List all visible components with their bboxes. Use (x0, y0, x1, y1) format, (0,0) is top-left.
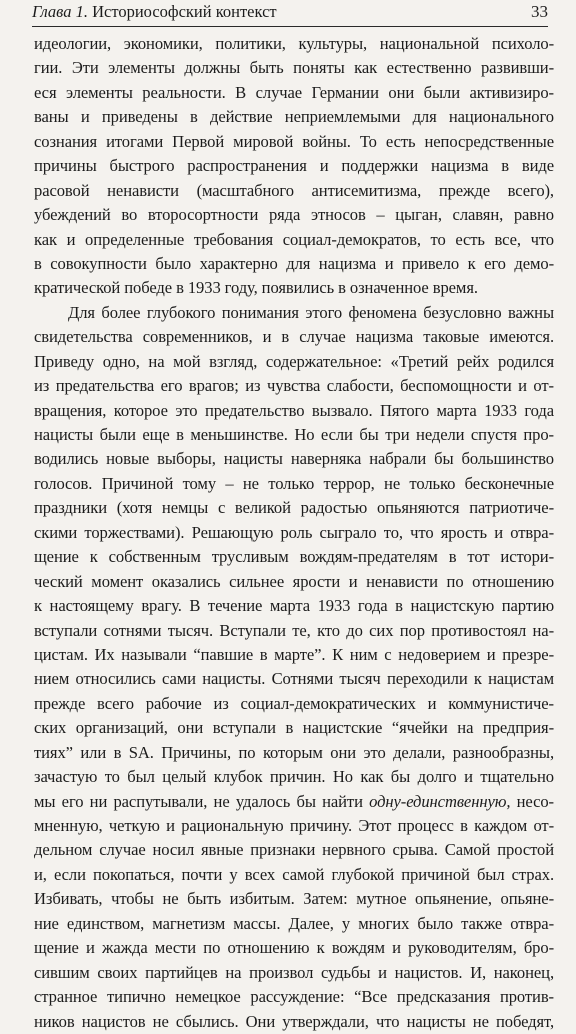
text-line: праздники (хотя немцы с великой радостью опьяняются патриотиче- (34, 498, 554, 518)
text-line: из предательства его врагов; из чувства слабости, беспомощности и от- (34, 376, 554, 396)
text-line: в совокупности было характерно для нацизма и привело к его демо- (34, 253, 554, 273)
text-run: мы его ни распутывали, не удалось бы найти (34, 791, 363, 811)
text-run: несо- (516, 791, 554, 811)
text-line: дельном случае носил явные признаки нервного срыва. Самой простой (34, 840, 554, 860)
text-line: ваны и приведены в действие неприемлемыми для национального (34, 107, 554, 127)
text-line: ние единством, магнетизм массы. Далее, у многих было также отвра- (34, 913, 554, 933)
running-head (32, 0, 548, 27)
chapter-title: Историософский контекст (92, 2, 277, 21)
text-line: еся элементы реальности. В случае Германии они были активизиро- (34, 82, 554, 102)
text-line: кратической победе в 1933 году, появились в означенное время. (34, 278, 478, 298)
text-line-with-emphasis (34, 790, 554, 814)
text-line: голосов. Причиной тому – не только террор, не только бесконечные (34, 473, 554, 493)
text-line: вращения, которое это предательство вызвало. Пятого марта 1933 года (34, 400, 554, 420)
chapter-heading (32, 1, 277, 23)
text-line: тиях” или в SA. Причины, по которым они это делали, разнообразны, (34, 742, 554, 762)
text-line: причины быстрого распространения и поддержки нацизма в виде (34, 156, 554, 176)
text-line: Приведу одно, на мой взгляд, содержательное: «Третий рейх родился (34, 351, 554, 371)
chapter-label: Глава 1. (32, 2, 88, 21)
page-number: 33 (531, 2, 548, 21)
emphasis-run: одну-единственную, (369, 791, 511, 811)
text-line: вступали сотнями тысяч. Вступали те, кто до сих пор противостоял на- (34, 620, 554, 640)
text-line: и, если покопаться, почти у всех самой глубокой причиной был страх. (34, 864, 554, 884)
text-line: щение к собственным трусливым вождям-предателям в тот истори- (34, 547, 554, 567)
text-line: нацисты были еще в меньшинстве. Но если бы три недели спустя про- (34, 425, 554, 444)
text-line: скими торжествами). Решающую роль сыграло то, что ярость и отвра- (34, 522, 554, 542)
text-line: гии. Эти элементы должны быть поняты как естественно развивши- (34, 58, 554, 78)
text-line: зачастую то был целый клубок причин. Но как бы долго и тщательно (34, 767, 554, 787)
text-line: нием относились сами нацисты. Сотнями тысяч переходили к нацистам (34, 669, 554, 689)
text-line: щение и жажда мести по отношению к вождям и руководителям, бро- (34, 938, 554, 958)
text-line: водились новые выборы, нацисты наверняка набрали бы большинство (34, 449, 554, 469)
text-line: цистам. Их называли “павшие в марте”. К ним с недоверием и презре- (34, 644, 554, 664)
text-line: ческий момент оказались сильнее ярости и ненависти по отношению (34, 571, 554, 591)
text-line: убеждений во второсортности ряда этносов – цыган, славян, равно (34, 205, 554, 225)
paragraph-first-line: Для более глубокого понимания этого феномена безусловно важны (68, 302, 554, 322)
text-line: сознания итогами Первой мировой войны. То есть непосредственные (34, 131, 554, 151)
text-line: Избивать, чтобы не быть избитым. Затем: мутное опьянение, опьяне- (34, 889, 554, 909)
text-line: к настоящему врагу. В течение марта 1933 года в нацистскую партию (34, 596, 554, 616)
text-line: идеологии, экономики, политики, культуры, национальной психоло- (34, 34, 554, 53)
text-line: как и определенные требования социал-демократов, то есть все, что (34, 229, 554, 249)
text-line: мненную, четкую и рациональную причину. Этот процесс в каждом от- (34, 816, 554, 835)
text-line: ников нацистов не сбылись. Они утверждали, что нацисты не победят, (34, 1011, 554, 1031)
text-line: свидетельства современников, и в случае нацизма таковые имеются. (34, 327, 554, 347)
text-line: расовой ненависти (масштабного антисемитизма, прежде всего), (34, 180, 554, 200)
text-line: сившим своих партийцев на произвол судьбы и нацистов. И, наконец, (34, 962, 554, 982)
text-line: ских организаций, они вступали в нацистские “ячейки на предприя- (34, 718, 554, 738)
text-line: прежде всего рабочие из социал-демократических и коммунистиче- (34, 693, 554, 713)
text-line: странное типично немецкое рассуждение: “Все предсказания против- (34, 987, 554, 1007)
